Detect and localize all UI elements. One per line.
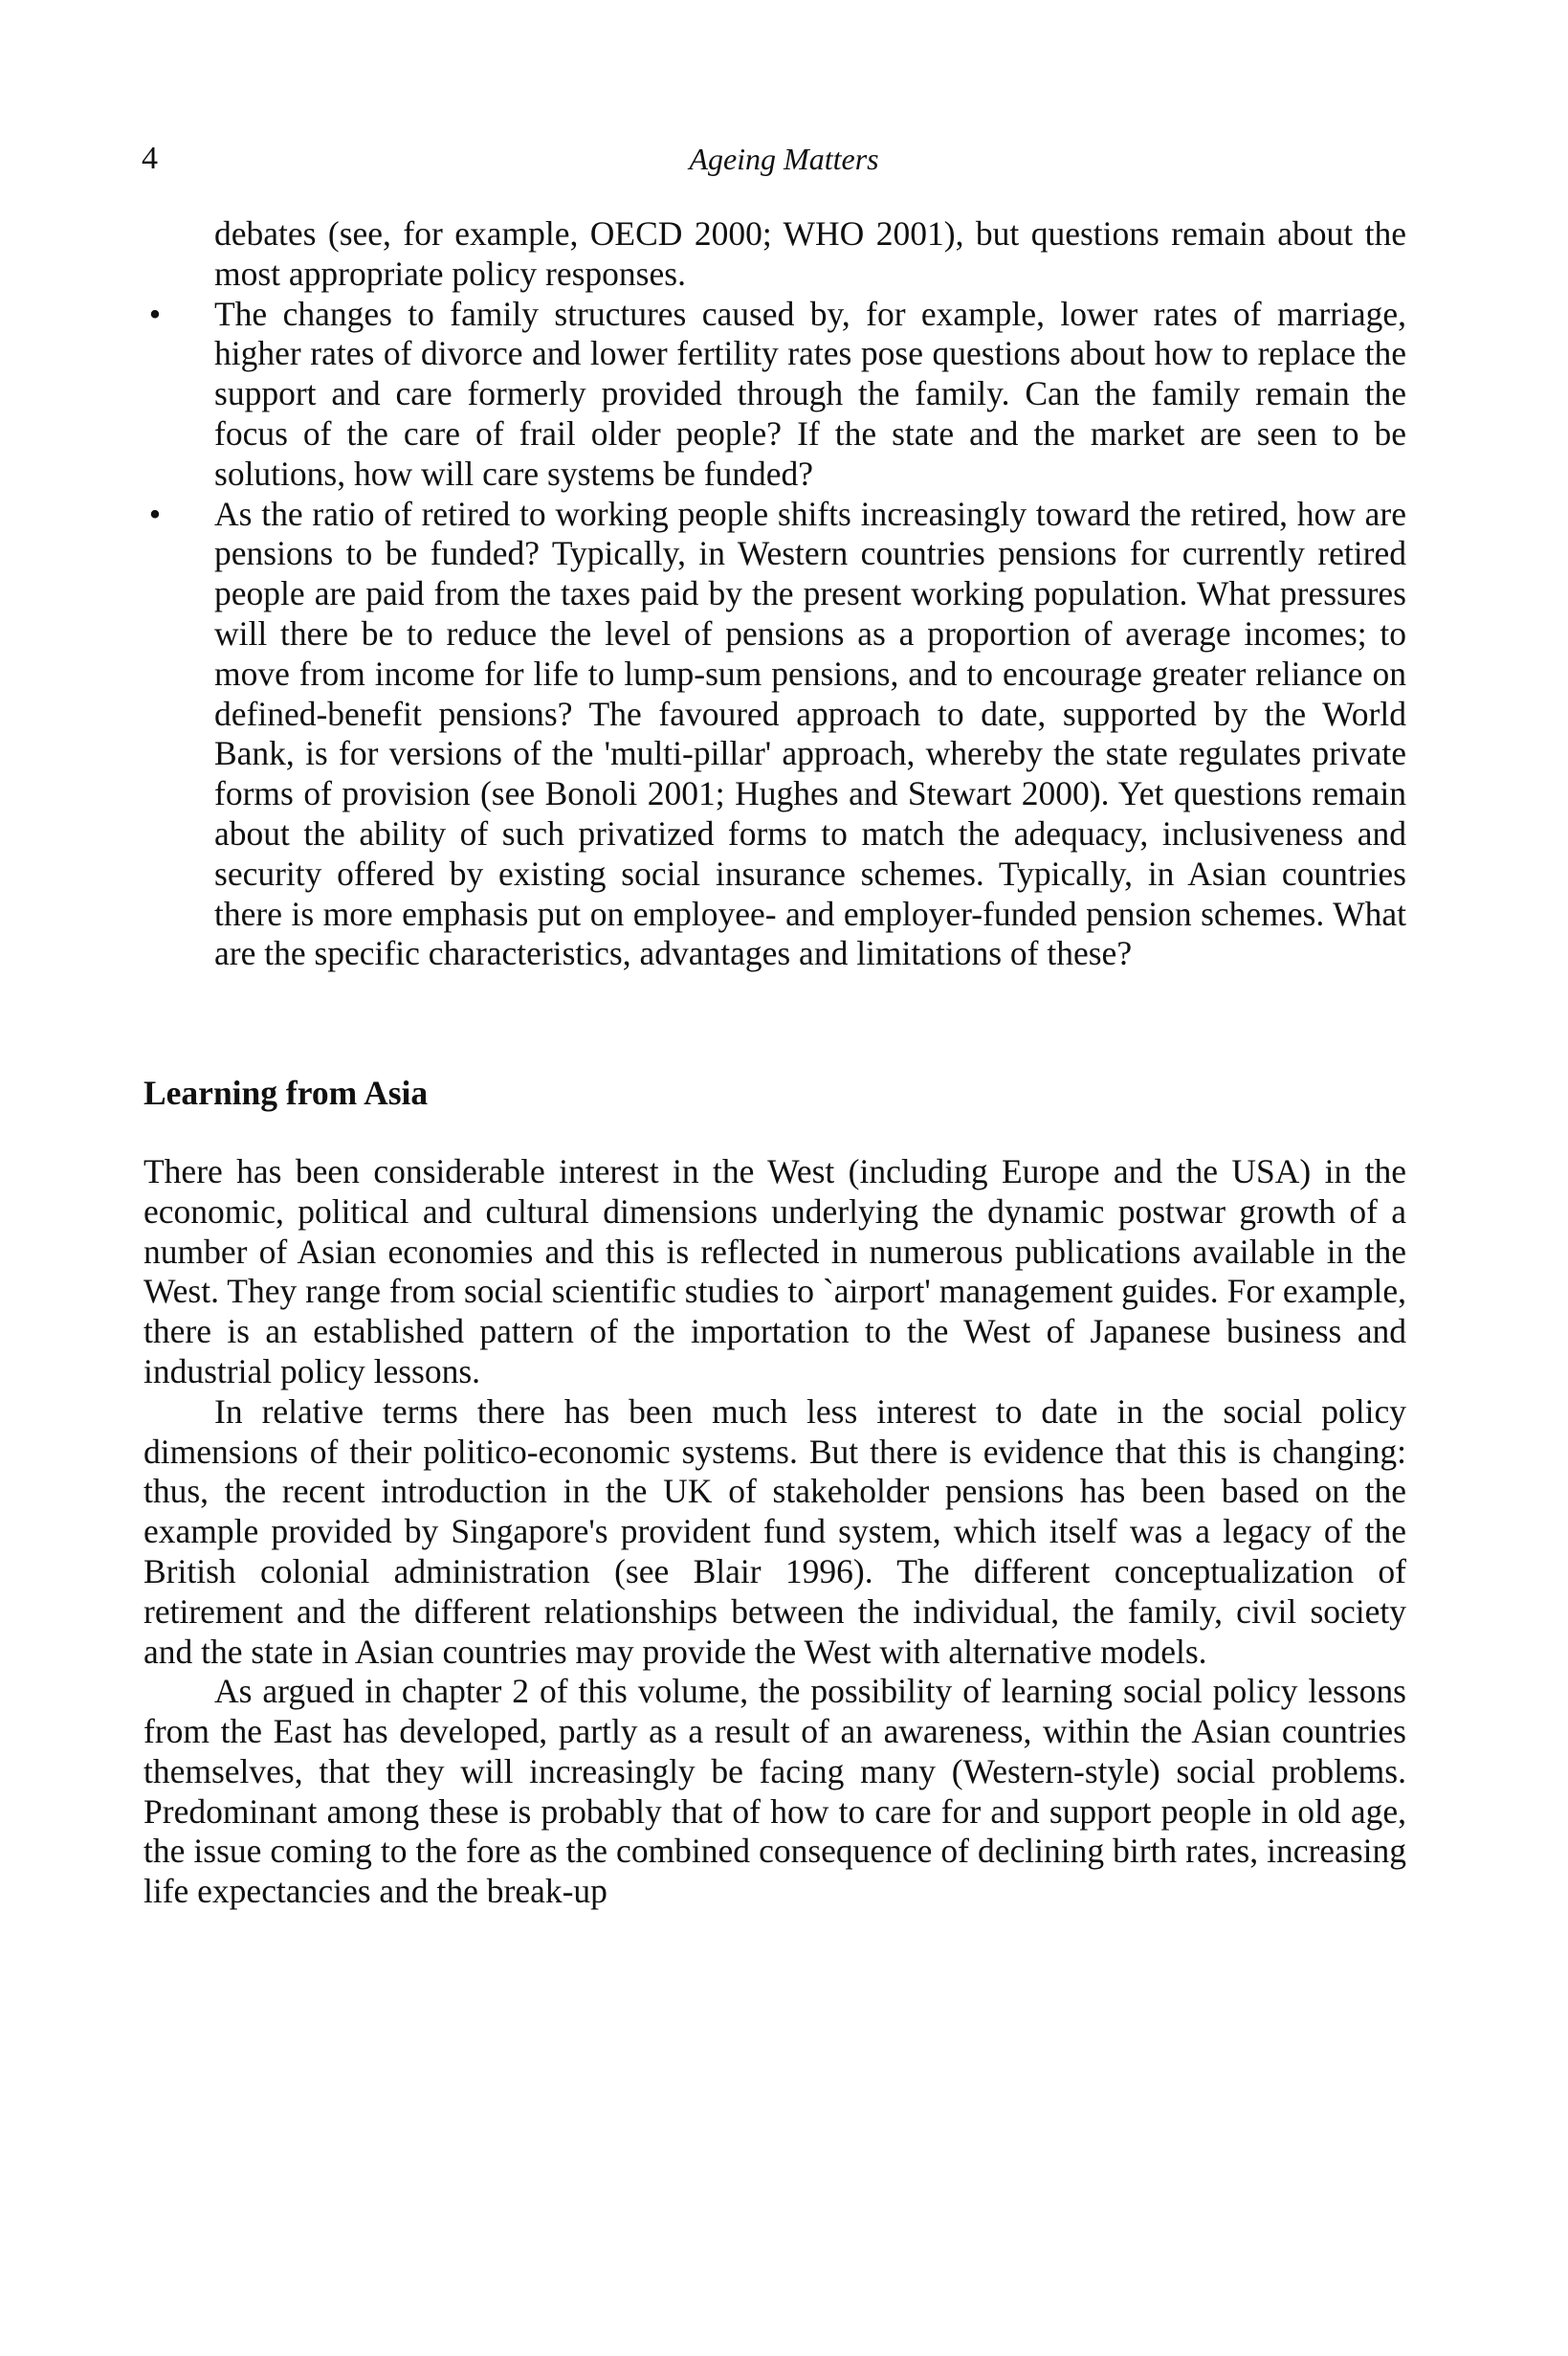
running-head: Ageing Matters	[689, 142, 879, 176]
bullet-item-pensions	[144, 495, 1406, 975]
bullet-marker: •	[148, 494, 162, 533]
paragraph: There has been considerable interest in the West (including Europe and the USA) in the economic, political and cultural dimensions underlying the dynamic postwar growth of a number of Asian economies and this is reflected in numerous publications available in the West. They range from social scientific studies to `airport' management guides. For example, there is an established pattern of the importation to the West of Japanese business and industrial policy lessons.	[144, 1151, 1406, 1390]
bullet-item-family-structures	[144, 295, 1406, 495]
bullet-list	[144, 295, 1406, 975]
paragraph: In relative terms there has been much less interest to date in the social policy dimensions of their politico-economic systems. But there is evidence that this is changing: thus, the recent introduction in the UK of stakeholder pensions has been based on the example provided by Singapore's provident fund system, which itself was a legacy of the British colonial administration (see Blair 1996). The different conceptualization of retirement and the different relationships between the individual, the family, civil society and the state in Asian countries may provide the West with alternative models.	[144, 1391, 1406, 1671]
page-number: 4	[142, 141, 158, 176]
continued-bullet-text: debates (see, for example, OECD 2000; WHO 2001), but questions remain about the most appropriate policy responses.	[214, 214, 1406, 293]
bullet-text: As the ratio of retired to working people shifts increasingly toward the retired, how are pensions to be funded? Typically, in Western countries pensions for currently retired people are paid from the taxes paid by the present working population. What pressures will there be to reduce the level of pensions as a proportion of average incomes; to move from income for life to lump-sum pensions, and to encourage greater reliance on defined-benefit pensions? The favoured approach to date, supported by the World Bank, is for versions of the 'multi-pillar' approach, whereby the state regulates private forms of provision (see Bonoli 2001; Hughes and Stewart 2000). Yet questions remain about the ability of such privatized forms to match the adequacy, inclusiveness and security offered by existing social insurance schemes. Typically, in Asian countries there is more emphasis put on employee- and employer-funded pension schemes. What are the specific characteristics, advantages and limitations of these?	[214, 494, 1406, 973]
page-body	[144, 214, 1406, 1912]
bullet-marker: •	[148, 294, 162, 333]
bullet-text: The changes to family structures caused by, for example, lower rates of marriage, higher rates of divorce and lower fertility rates pose questions about how to replace the support and care formerly provided through the family. Can the family remain the focus of the care of frail older people? If the state and the market are seen to be solutions, how will care systems be funded?	[214, 294, 1406, 493]
section-heading: Learning from Asia	[144, 1074, 429, 1113]
paragraph: As argued in chapter 2 of this volume, the possibility of learning social policy lessons from the East has developed, partly as a result of an awareness, within the Asian countries themselves, that they will increasingly be facing many (Western-style) social problems. Predominant among these is probably that of how to care for and support people in old age, the issue coming to the fore as the combined consequence of declining birth rates, increasing life expectancies and the break-up	[144, 1672, 1406, 1911]
